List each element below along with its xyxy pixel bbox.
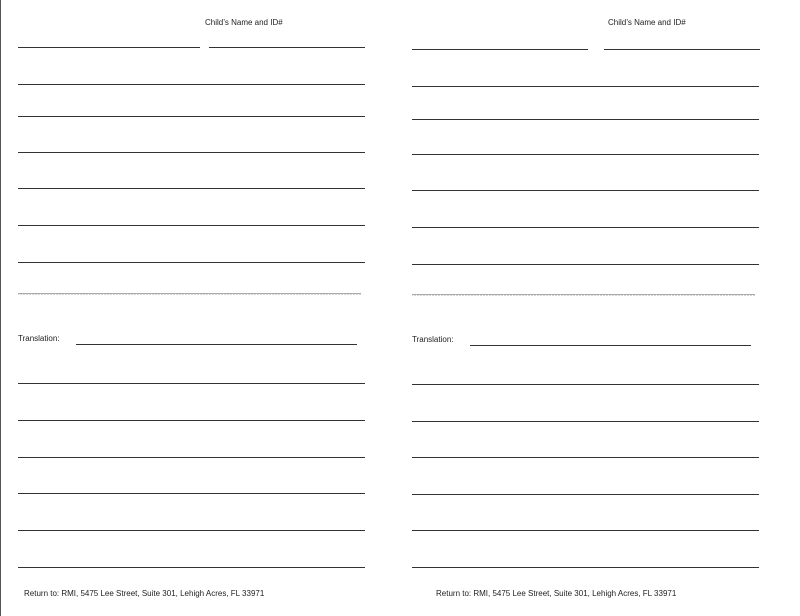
form-right [412,0,762,616]
letter-line[interactable] [412,119,759,120]
child-id-field[interactable] [209,47,365,48]
page-edge [0,0,1,616]
translation-line[interactable] [412,384,759,385]
form-left [18,0,368,616]
child-name-id-header: Child’s Name and ID# [608,18,686,27]
child-name-field[interactable] [18,47,200,48]
translation-line[interactable] [18,530,365,531]
return-address: Return to: RMI, 5475 Lee Street, Suite 301, Lehigh Acres, FL 33971 [24,589,265,598]
translation-field[interactable] [76,344,357,345]
letter-line[interactable] [412,264,759,265]
letter-line[interactable] [18,188,365,189]
letter-line[interactable] [18,262,365,263]
translation-line[interactable] [18,567,365,568]
translation-line[interactable] [412,457,759,458]
letter-line[interactable] [412,190,759,191]
translation-label: Translation: [412,335,454,344]
wavy-divider [412,293,755,297]
letter-line[interactable] [412,86,759,87]
letter-line[interactable] [18,225,365,226]
translation-line[interactable] [412,494,759,495]
translation-line[interactable] [18,420,365,421]
translation-line[interactable] [18,457,365,458]
wavy-divider [18,292,361,296]
child-name-id-header: Child’s Name and ID# [205,18,283,27]
translation-line[interactable] [18,493,365,494]
translation-line[interactable] [412,530,759,531]
child-id-field[interactable] [604,49,760,50]
letter-line[interactable] [18,84,365,85]
return-address: Return to: RMI, 5475 Lee Street, Suite 301, Lehigh Acres, FL 33971 [436,589,677,598]
letter-line[interactable] [412,227,759,228]
translation-label: Translation: [18,334,60,343]
translation-line[interactable] [412,421,759,422]
child-name-field[interactable] [412,49,588,50]
letter-line[interactable] [412,154,759,155]
letter-line[interactable] [18,152,365,153]
letter-line[interactable] [18,116,365,117]
translation-line[interactable] [412,567,759,568]
translation-line[interactable] [18,383,365,384]
translation-field[interactable] [470,345,751,346]
